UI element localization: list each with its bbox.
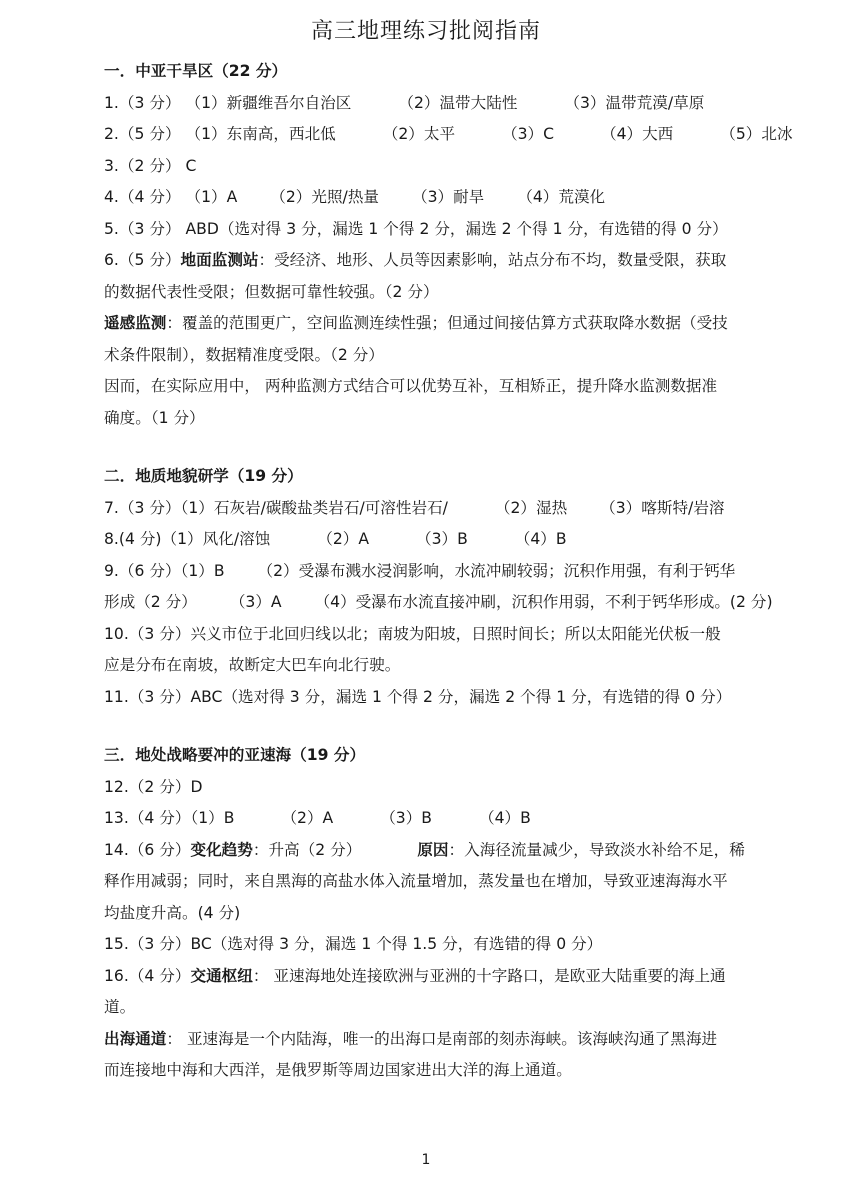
question-13 bbox=[104, 803, 804, 835]
answer-text: ：升高（2 分） bbox=[252, 840, 362, 859]
answer-part: （1）B bbox=[180, 561, 225, 580]
question-number: 12.（2 分） bbox=[104, 777, 191, 796]
question-number: 7.（3 分） bbox=[104, 498, 181, 517]
answer-text: ： 亚速海地处连接欧洲与亚洲的十字路口，是欧亚大陆重要的海上通 bbox=[252, 966, 726, 985]
question-number: 5.（3 分） bbox=[104, 219, 181, 238]
answer-part: D bbox=[190, 777, 203, 796]
answer-part: （1）A bbox=[185, 188, 238, 206]
answer-label: 出海通道 bbox=[104, 1029, 167, 1048]
answer-label: 遥感监测 bbox=[104, 314, 167, 332]
answer-part: （3）喀斯特/岩溶 bbox=[600, 498, 725, 517]
answer-text: ：覆盖的范围更广，空间监测连续性强；但通过间接估算方式获取降水数据（受技 bbox=[166, 314, 728, 332]
question-number: 4.（4 分） bbox=[104, 188, 181, 206]
question-2 bbox=[104, 119, 804, 151]
question-3 bbox=[104, 151, 804, 183]
answer-text-line: 术条件限制），数据精准度受限。（2 分） bbox=[104, 345, 384, 364]
answer-part: （2）受瀑布溅水浸润影响，水流冲刷较弱；沉积作用强，有利于钙华 bbox=[257, 561, 736, 580]
answer-part: C bbox=[185, 156, 197, 175]
answer-part: （2）A bbox=[281, 809, 334, 827]
answer-text-line bbox=[104, 308, 804, 340]
answer-part: （2）太平 bbox=[382, 125, 456, 143]
answer-part: ABC（选对得 3 分，漏选 1 个得 2 分，漏选 2 个得 1 分，有选错的得 0 分） bbox=[190, 687, 732, 706]
question-number: 15.（3 分） bbox=[104, 935, 191, 953]
answer-text-line: 道。 bbox=[104, 998, 136, 1016]
question-10 bbox=[104, 619, 804, 651]
answer-part: （1）石灰岩/碳酸盐类岩石/可溶性岩石/ bbox=[180, 498, 448, 517]
answer-text-line: 而连接地中海和大西洋，是俄罗斯等周边国家进出大洋的海上通道。 bbox=[104, 1061, 572, 1079]
section-3-heading: 三．地处战略要冲的亚速海（19 分） bbox=[104, 746, 366, 764]
question-9 bbox=[104, 556, 804, 588]
answer-text: ：受经济、地形、人员等因素影响，站点分布不均，数量受限，获取 bbox=[258, 251, 727, 269]
question-number: 9.（6 分） bbox=[104, 561, 181, 580]
answer-part: （3）耐旱 bbox=[411, 188, 485, 206]
page-number: 1 bbox=[421, 1152, 431, 1168]
answer-part: （3）B bbox=[380, 809, 433, 827]
question-16 bbox=[104, 961, 804, 993]
answer-part: （2）湿热 bbox=[494, 498, 568, 517]
answer-text-line: 释作用减弱；同时，来自黑海的高盐水体入流量增加，蒸发量也在增加，导致亚速海海水平 bbox=[104, 872, 728, 890]
answer-part: （4）B bbox=[478, 809, 531, 827]
question-1 bbox=[104, 88, 804, 120]
answer-part: （1）新疆维吾尔自治区 bbox=[185, 93, 352, 112]
answer-text-line: 应是分布在南坡，故断定大巴车向北行驶。 bbox=[104, 656, 401, 674]
answer-text: ：入海径流量减少，导致淡水补给不足，稀 bbox=[448, 840, 745, 859]
question-number: 14.（6 分） bbox=[104, 840, 191, 859]
answer-text: ： 亚速海是一个内陆海，唯一的出海口是南部的刻赤海峡。该海峡沟通了黑海进 bbox=[166, 1029, 718, 1048]
answer-part: （3）B bbox=[416, 530, 468, 548]
question-number: 16.（4 分） bbox=[104, 966, 191, 985]
page-title: 高三地理练习批阅指南 bbox=[310, 19, 541, 44]
question-15 bbox=[104, 929, 804, 961]
question-4 bbox=[104, 182, 804, 214]
answer-part: （4）荒漠化 bbox=[517, 188, 606, 206]
question-number: 8.(4 分) bbox=[104, 530, 162, 548]
answer-part: （1）B bbox=[190, 809, 235, 827]
answer-text-line: 的数据代表性受限；但数据可靠性较强。（2 分） bbox=[104, 282, 439, 301]
answer-label: 交通枢纽 bbox=[190, 966, 253, 985]
answer-label: 变化趋势 bbox=[190, 840, 253, 859]
answer-text-line: 均盐度升高。(4 分) bbox=[104, 903, 241, 922]
answer-part: （4）受瀑布水流直接冲刷，沉积作用弱，不利于钙华形成。(2 分) bbox=[314, 593, 773, 611]
answer-part: （1）风化/溶蚀 bbox=[161, 530, 271, 548]
answer-text-line bbox=[104, 587, 804, 619]
question-number: 3.（2 分） bbox=[104, 156, 181, 175]
question-7 bbox=[104, 493, 804, 525]
answer-part: （2）光照/热量 bbox=[270, 188, 380, 206]
question-6 bbox=[104, 245, 804, 277]
answer-text: 兴义市位于北回归线以北；南坡为阳坡，日照时间长；所以太阳能光伏板一般 bbox=[190, 624, 721, 643]
answer-part: （4）大西 bbox=[600, 125, 674, 143]
answer-part: 形成（2 分） bbox=[104, 593, 197, 611]
answer-part: （3）A bbox=[229, 593, 282, 611]
answer-label: 原因 bbox=[417, 840, 449, 859]
answer-part: BC（选对得 3 分，漏选 1 个得 1.5 分，有选错的得 0 分） bbox=[190, 935, 603, 953]
answer-content bbox=[104, 56, 804, 1087]
question-11 bbox=[104, 682, 804, 714]
answer-part: （2）温带大陆性 bbox=[398, 93, 518, 112]
question-number: 10.（3 分） bbox=[104, 624, 191, 643]
question-number: 2.（5 分） bbox=[104, 125, 181, 143]
question-14 bbox=[104, 835, 804, 867]
section-2-heading: 二．地质地貌研学（19 分） bbox=[104, 467, 303, 485]
answer-part: （5）北冰 bbox=[720, 125, 793, 143]
answer-text-line: 因而，在实际应用中， 两种监测方式结合可以优势互补，互相矫正，提升降水监测数据准 bbox=[104, 377, 718, 395]
answer-part: ABD（选对得 3 分，漏选 1 个得 2 分，漏选 2 个得 1 分，有选错的得 0 分） bbox=[185, 219, 728, 238]
answer-label: 地面监测站 bbox=[180, 251, 259, 269]
answer-text-line bbox=[104, 1024, 804, 1056]
answer-part: （1）东南高，西北低 bbox=[185, 125, 336, 143]
answer-part: （3）温带荒漠/草原 bbox=[564, 93, 705, 112]
answer-part: （3）C bbox=[502, 125, 555, 143]
question-8 bbox=[104, 524, 804, 556]
answer-part: （2）A bbox=[317, 530, 370, 548]
question-5 bbox=[104, 214, 804, 246]
question-number: 13.（4 分） bbox=[104, 809, 191, 827]
question-number: 1.（3 分） bbox=[104, 93, 181, 112]
answer-text-line: 确度。（1 分） bbox=[104, 408, 205, 427]
question-number: 6.（5 分） bbox=[104, 251, 181, 269]
question-12 bbox=[104, 772, 804, 804]
section-1-heading: 一．中亚干旱区（22 分） bbox=[104, 62, 288, 80]
question-number: 11.（3 分） bbox=[104, 687, 191, 706]
answer-part: （4）B bbox=[514, 530, 567, 548]
